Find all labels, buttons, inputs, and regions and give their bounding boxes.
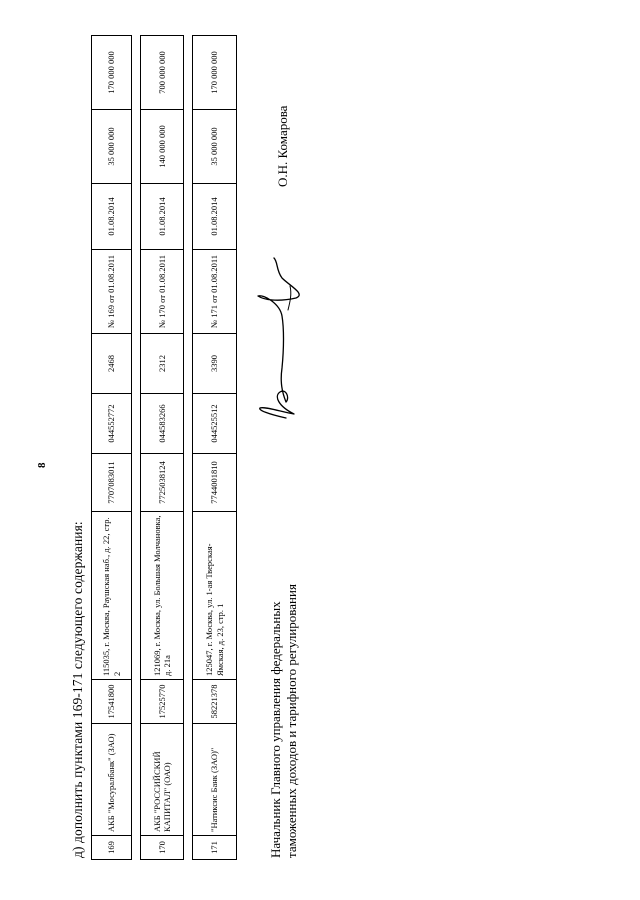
date-cell: 01.08.2014 bbox=[141, 184, 184, 250]
address-cell: 115035, г. Москва, Раушская наб., д. 22, стр. 2 bbox=[92, 512, 132, 680]
inn-cell: 7707083011 bbox=[92, 454, 132, 512]
signatory-title-line: Начальник Главного управления федеральных bbox=[268, 601, 283, 858]
signatory-name: О.Н. Комарова bbox=[275, 105, 290, 187]
table-gap-row bbox=[184, 36, 193, 860]
row-number-cell: 169 bbox=[92, 836, 132, 860]
regnum-cell: 2468 bbox=[92, 334, 132, 394]
regnum-cell: 2312 bbox=[141, 334, 184, 394]
signatory-title bbox=[268, 584, 300, 858]
okpo-cell: 17541800 bbox=[92, 680, 132, 724]
amount-cell: 140 000 000 bbox=[141, 110, 184, 184]
table-row bbox=[193, 36, 237, 860]
amount-total-cell: 170 000 000 bbox=[193, 36, 237, 110]
row-number-cell: 170 bbox=[141, 836, 184, 860]
banks-table bbox=[91, 35, 237, 860]
intro-text: д) дополнить пунктами 169-171 следующего содержания: bbox=[70, 521, 85, 858]
row-gap bbox=[184, 36, 193, 860]
amount-total-cell: 700 000 000 bbox=[141, 36, 184, 110]
certificate-cell: № 171 от 01.08.2011 bbox=[193, 250, 237, 334]
date-cell: 01.08.2014 bbox=[193, 184, 237, 250]
bik-cell: 044525512 bbox=[193, 394, 237, 454]
signatory-title-line: таможенных доходов и тарифного регулирования bbox=[284, 584, 299, 858]
okpo-cell: 58221378 bbox=[193, 680, 237, 724]
regnum-cell: 3390 bbox=[193, 334, 237, 394]
page-number: 8 bbox=[36, 462, 48, 468]
row-gap bbox=[132, 36, 141, 860]
bank-name-cell: АКБ "РОССИЙСКИЙ КАПИТАЛ" (ОАО) bbox=[141, 724, 184, 836]
bank-name-cell: АКБ "Мосуралбанк" (ЗАО) bbox=[92, 724, 132, 836]
bik-cell: 044552772 bbox=[92, 394, 132, 454]
amount-total-cell: 170 000 000 bbox=[92, 36, 132, 110]
handwritten-signature bbox=[238, 248, 318, 428]
certificate-cell: № 169 от 01.08.2011 bbox=[92, 250, 132, 334]
table-gap-row bbox=[132, 36, 141, 860]
certificate-cell: № 170 от 01.08.2011 bbox=[141, 250, 184, 334]
row-number-cell: 171 bbox=[193, 836, 237, 860]
bik-cell: 044583266 bbox=[141, 394, 184, 454]
inn-cell: 7725038124 bbox=[141, 454, 184, 512]
bank-name-cell: "Натиксис Банк (ЗАО)" bbox=[193, 724, 237, 836]
address-cell: 121069, г. Москва, ул. Большая Молчановка, д. 21а bbox=[141, 512, 184, 680]
address-cell: 125047, г. Москва, ул. 1-ая Тверская-Ямская, д. 23, стр. 1 bbox=[193, 512, 237, 680]
table-row bbox=[141, 36, 184, 860]
okpo-cell: 17525770 bbox=[141, 680, 184, 724]
amount-cell: 35 000 000 bbox=[193, 110, 237, 184]
date-cell: 01.08.2014 bbox=[92, 184, 132, 250]
amount-cell: 35 000 000 bbox=[92, 110, 132, 184]
inn-cell: 7744001810 bbox=[193, 454, 237, 512]
table-row bbox=[92, 36, 132, 860]
